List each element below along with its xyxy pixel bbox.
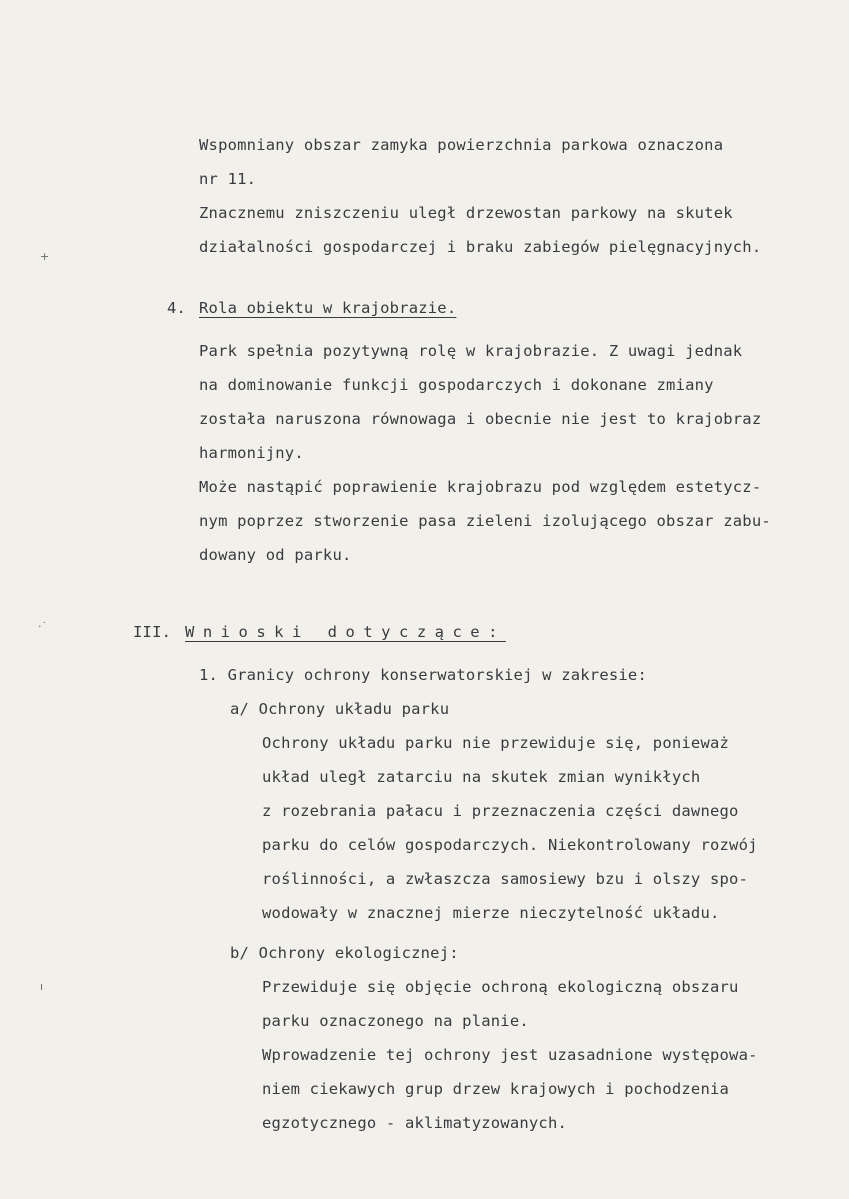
section-4-line-7: dowany od parku. [199, 546, 352, 564]
section-4-line-2: na dominowanie funkcji gospodarczych i dokonane zmiany [199, 376, 714, 394]
section-4-line-4: harmonijny. [199, 444, 304, 462]
sub-a-title: a/ Ochrony układu parku [230, 700, 450, 718]
intro-line-1: Wspomniany obszar zamyka powierzchnia parkowa oznaczona [199, 136, 724, 154]
section-III-heading: Wnioski dotyczące: [185, 623, 506, 641]
scan-mark: ı [40, 980, 44, 993]
sub-b-line-5: egzotycznego - aklimatyzowanych. [262, 1114, 568, 1132]
section-4-heading: Rola obiektu w krajobrazie. [199, 299, 457, 317]
sub-b-line-2: parku oznaczonego na planie. [262, 1012, 529, 1030]
sub-a-line-5: roślinności, a zwłaszcza samosiewy bzu i olszy spo- [262, 870, 749, 888]
sub-b-line-1: Przewiduje się objęcie ochroną ekologiczną obszaru [262, 978, 739, 996]
section-III-number: III. [133, 623, 172, 641]
sub-b-title: b/ Ochrony ekologicznej: [230, 944, 459, 962]
sub-a-line-2: układ uległ zatarciu na skutek zmian wynikłych [262, 768, 701, 786]
section-4-number: 4. [167, 299, 187, 317]
sub-a-line-6: wodowały w znacznej mierze nieczytelność układu. [262, 904, 720, 922]
section-4-line-6: nym poprzez stworzenie pasa zieleni izolującego obszar zabu- [199, 512, 771, 530]
scan-mark: ·˙ [38, 620, 47, 633]
sub-b-line-3: Wprowadzenie tej ochrony jest uzasadnione występowa- [262, 1046, 758, 1064]
section-III-item-1: 1. Granicy ochrony konserwatorskiej w zakresie: [199, 666, 647, 684]
intro-line-3: Znacznemu zniszczeniu uległ drzewostan parkowy na skutek [199, 204, 733, 222]
sub-a-line-1: Ochrony układu parku nie przewiduje się, ponieważ [262, 734, 730, 752]
sub-a-line-4: parku do celów gospodarczych. Niekontrolowany rozwój [262, 836, 758, 854]
intro-line-4: działalności gospodarczej i braku zabiegów pielęgnacyjnych. [199, 238, 762, 256]
sub-b-line-4: niem ciekawych grup drzew krajowych i pochodzenia [262, 1080, 730, 1098]
sub-a-line-3: z rozebrania pałacu i przeznaczenia części dawnego [262, 802, 739, 820]
section-4-line-1: Park spełnia pozytywną rolę w krajobrazie. Z uwagi jednak [199, 342, 743, 360]
section-4-line-5: Może nastąpić poprawienie krajobrazu pod względem estetycz- [199, 478, 762, 496]
section-4-line-3: została naruszona równowaga i obecnie nie jest to krajobraz [199, 410, 762, 428]
intro-line-2: nr 11. [199, 170, 257, 188]
scan-mark: + [40, 250, 50, 263]
